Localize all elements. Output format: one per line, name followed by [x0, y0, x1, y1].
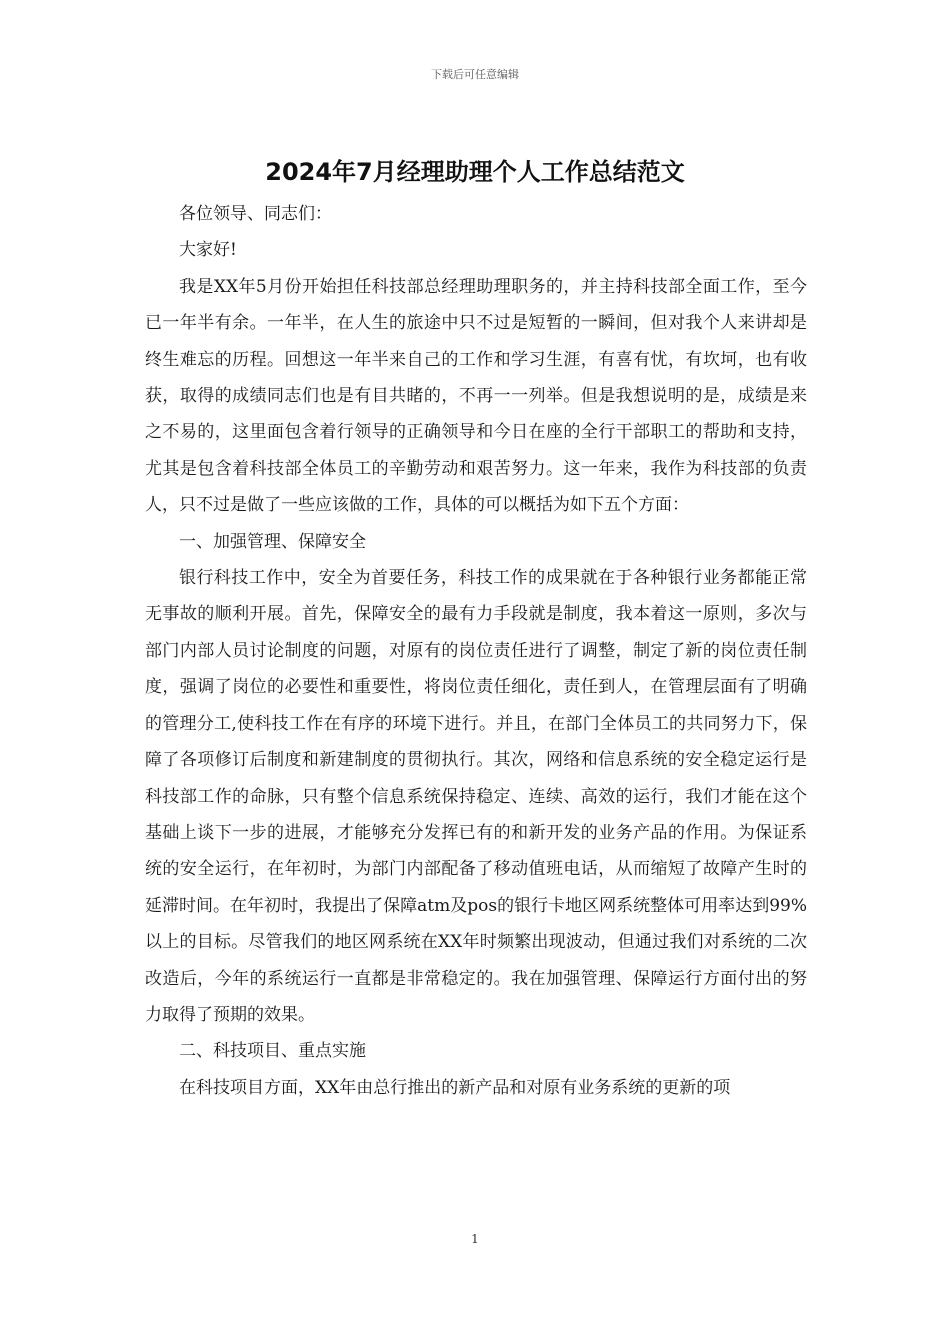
document-body	[145, 196, 807, 1106]
intro-paragraph: 我是XX年5月份开始担任科技部总经理助理职务的，并主持科技部全面工作，至今已一年半有余。一年半，在人生的旅途中只不过是短暂的一瞬间，但对我个人来讲却是终生难忘的历程。回想这一年半来自己的工作和学习生涯，有喜有忧，有坎坷，也有收获，取得的成绩同志们也是有目共睹的，不再一一列举。但是我想说明的是，成绩是来之不易的，这里面包含着行领导的正确领导和今日在座的全行干部职工的帮助和支持，尤其是包含着科技部全体员工的辛勤劳动和艰苦努力。这一年来，我作为科技部的负责人，只不过是做了一些应该做的工作，具体的可以概括为如下五个方面：	[145, 276, 807, 516]
section-1-paragraph: 银行科技工作中，安全为首要任务，科技工作的成果就在于各种银行业务都能正常无事故的顺利开展。首先，保障安全的最有力手段就是制度，我本着这一原则，多次与部门内部人员讨论制度的问题，对原有的岗位责任进行了调整，制定了新的岗位责任制度，强调了岗位的必要性和重要性，将岗位责任细化，责任到人，在管理层面有了明确的管理分工,使科技工作在有序的环境下进行。并且，在部门全体员工的共同努力下，保障了各项修订后制度和新建制度的贯彻执行。其次，网络和信息系统的安全稳定运行是科技部工作的命脉，只有整个信息系统保持稳定、连续、高效的运行，我们才能在这个基础上谈下一步的进展，才能够充分发挥已有的和新开发的业务产品的作用。为保证系统的安全运行，在年初时，为部门内部配备了移动值班电话，从而缩短了故障产生时的延滞时间。在年初时，我提出了保障atm及pos的银行卡地区网系统整体可用率达到99%以上的目标。尽管我们的地区网系统在XX年时频繁出现波动，但通过我们对系统的二次改造后，今年的系统运行一直都是非常稳定的。我在加强管理、保障运行方面付出的努力取得了预期的效果。	[145, 568, 807, 1025]
salutation-paragraph: 各位领导、同志们：	[179, 204, 332, 224]
header-note: 下载后可任意编辑	[431, 68, 519, 81]
section-heading-2: 二、科技项目、重点实施	[179, 1041, 366, 1062]
greeting-paragraph: 大家好!	[179, 240, 237, 261]
document-title: 2024年7月经理助理个人工作总结范文	[265, 158, 685, 186]
section-heading-1: 一、加强管理、保障安全	[179, 531, 366, 552]
section-2-paragraph: 在科技项目方面，XX年由总行推出的新产品和对原有业务系统的更新的项	[179, 1077, 731, 1098]
page-number: 1	[471, 1232, 479, 1246]
